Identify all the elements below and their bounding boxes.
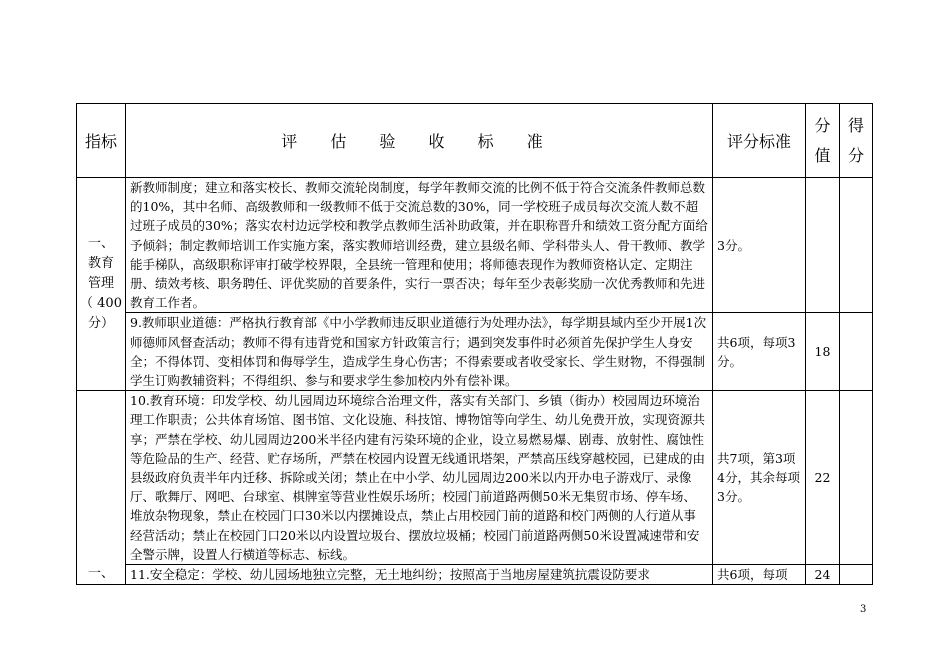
header-points: [806, 104, 840, 178]
score-value: [840, 391, 873, 565]
header-score-a: 得: [847, 115, 864, 135]
header-row: [77, 104, 873, 178]
category-line: 分）: [87, 316, 114, 332]
criteria-text: 新教师制度；建立和落实校长、教师交流轮岗制度，每学年教师交流的比例不低于符合交流条件教师总数的10%，其中名师、高级教师和一级教师不低于交流总数的30%，同一学校班子成员每次交流人数不超过班子成员的30%；落实农村边远学校和教学点教师生活补助政策，并在职称晋升和绩效工资分配方面给予倾斜；制定教师培训工作实施方案，落实教师培训经费，建立县级名师、学科带头人、骨干教师、教学能手梯队，高级职称评审打破学校界限，全县统一管理和使用；将师德表现作为教师资格认定、定期注册、绩效考核、职务聘任、评优奖励的首要条件，实行一票否决；每年至少表彰奖励一次优秀教师和先进教育工作者。: [126, 178, 713, 313]
scoring-standard: 共6项，每项: [713, 565, 806, 585]
scoring-standard: 3分。: [713, 178, 806, 313]
category-line: 一、: [87, 236, 114, 252]
header-points-a: 分: [814, 115, 831, 135]
header-criteria: 评 估 验 收 标 准: [126, 104, 713, 178]
scoring-standard: 共7项，第3项4分，其余每项3分。: [713, 391, 806, 565]
score-value: [840, 313, 873, 391]
page-number: 3: [860, 604, 867, 615]
category-line: 教育: [87, 256, 114, 272]
points-value: 18: [806, 313, 840, 391]
table-row: [77, 178, 873, 313]
category-education-management: [77, 178, 126, 391]
category-line: （ 400: [80, 296, 122, 312]
criteria-text: 11.安全稳定：学校、幼儿园场地独立完整，无土地纠纷；按照高于当地房屋建筑抗震设防要求: [126, 565, 713, 585]
score-value: [840, 565, 873, 585]
category-second: [77, 391, 126, 585]
scoring-standard: 共6项，每项3分。: [713, 313, 806, 391]
points-value: 22: [806, 391, 840, 565]
header-score: [840, 104, 873, 178]
category-line: 管理: [87, 276, 114, 292]
points-value: 24: [806, 565, 840, 585]
category-line: 一、: [87, 566, 114, 582]
evaluation-table: [76, 103, 873, 585]
points-value: [806, 178, 840, 313]
header-points-b: 值: [814, 145, 831, 165]
table-row: [77, 313, 873, 391]
score-value: [840, 178, 873, 313]
table-row: [77, 565, 873, 585]
header-indicator: 指标: [77, 104, 126, 178]
table-row: [77, 391, 873, 565]
criteria-text: 10.教育环境：印发学校、幼儿园周边环境综合治理文件，落实有关部门、乡镇（街办）校园周边环境治理工作职责；公共体育场馆、图书馆、文化设施、科技馆、博物馆等向学生、幼儿免费开放，实现资源共享；严禁在学校、幼儿园周边200米半径内建有污染环境的企业，设立易燃易爆、剧毒、放射性、腐蚀性等危险品的生产、经营、贮存场所，严禁在校园内设置无线通讯塔架，严禁高压线穿越校园，已建成的由县级政府负责半年内迁移、拆除或关闭；禁止在中小学、幼儿园周边200米以内开办电子游戏厅、录像厅、歌舞厅、网吧、台球室、棋牌室等营业性娱乐场所；校园门前道路两侧50米无集贸市场、停车场、堆放杂物现象，禁止在校园门口30米以内摆摊设点，禁止占用校园门前的道路和校门两侧的人行道从事经营活动；禁止在校园门口20米以内设置垃圾台、摆放垃圾桶；校园门前道路两侧50米设置减速带和安全警示牌，设置人行横道等标志、标线。: [126, 391, 713, 565]
header-score-b: 分: [847, 145, 864, 165]
criteria-text: 9.教师职业道德：严格执行教育部《中小学教师违反职业道德行为处理办法》，每学期县域内至少开展1次师德师风督查活动；教师不得有违背党和国家方针政策言行；遇到突发事件时必须首先保护学生人身安全；不得体罚、变相体罚和侮辱学生，造成学生身心伤害；不得索要或者收受家长、学生财物，不得强制学生订购教辅资料；不得组织、参与和要求学生参加校内外有偿补课。: [126, 313, 713, 391]
header-scoring-standard: 评分标准: [713, 104, 806, 178]
